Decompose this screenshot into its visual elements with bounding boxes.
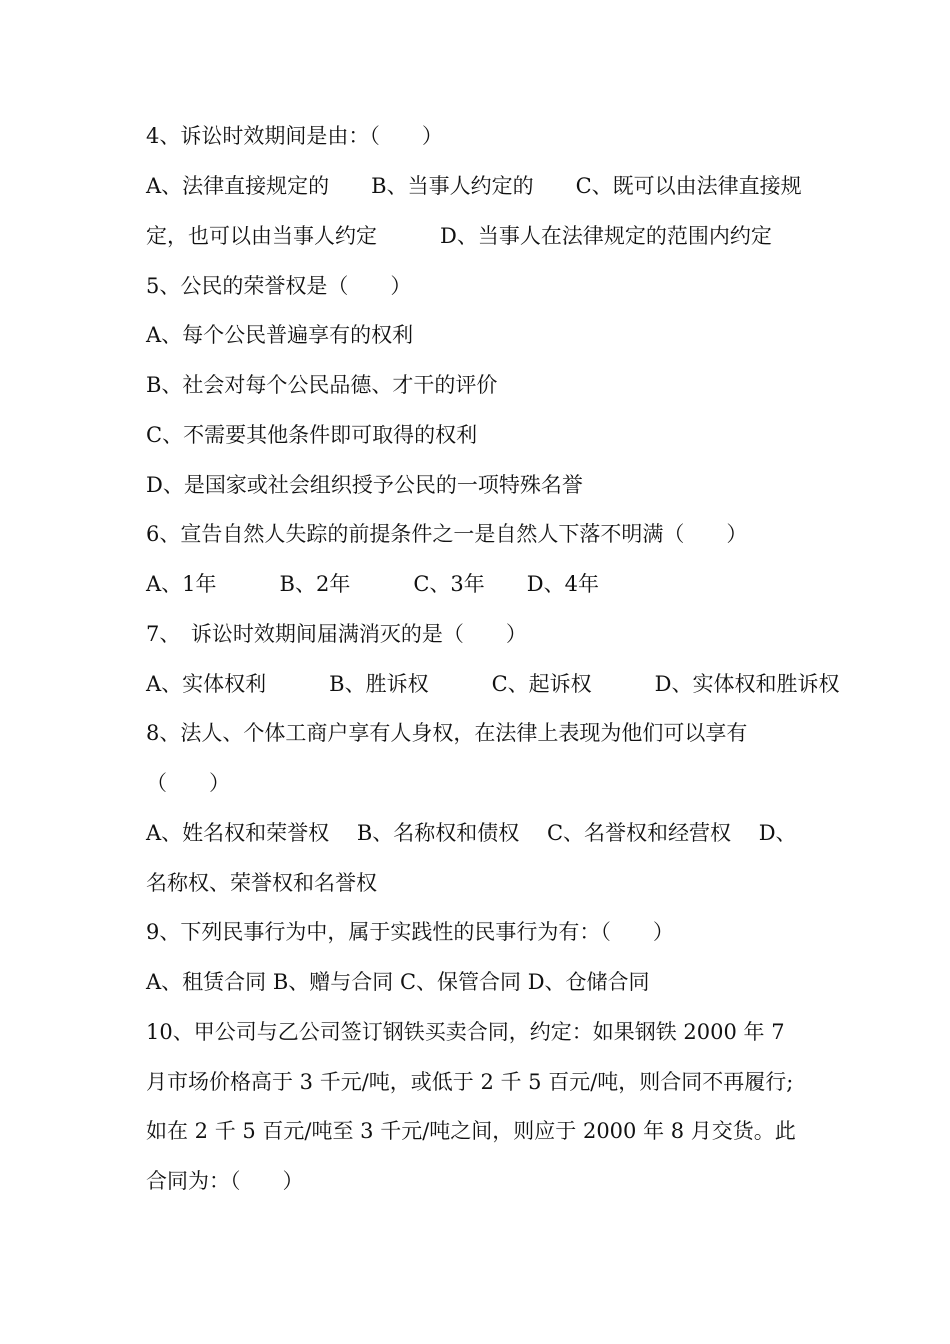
q8-stem-line2: （ ） (146, 771, 230, 795)
q9-stem: 9、下列民事行为中，属于实践性的民事行为有：（ ） (146, 920, 674, 944)
q4-options-line1: A、法律直接规定的 B、当事人约定的 C、既可以由法律直接规 (146, 174, 802, 198)
q8-options-line2: 名称权、荣誉权和名誉权 (146, 871, 377, 895)
q4-options-line2: 定，也可以由当事人约定 D、当事人在法律规定的范围内约定 (146, 224, 772, 248)
q5-option-a: A、每个公民普遍享有的权利 (146, 323, 414, 347)
q7-stem: 7、 诉讼时效期间届满消灭的是（ ） (146, 622, 527, 646)
q10-stem-line3: 如在 2 千 5 百元/吨至 3 千元/吨之间，则应于 2000 年 8 月交货。此 (146, 1119, 796, 1143)
q10-stem-line1: 10、甲公司与乙公司签订钢铁买卖合同，约定：如果钢铁 2000 年 7 (146, 1020, 785, 1044)
q7-options: A、实体权利 B、胜诉权 C、起诉权 D、实体权和胜诉权 (146, 672, 840, 696)
q10-stem-line4: 合同为：（ ） (146, 1169, 304, 1193)
q4-stem: 4、诉讼时效期间是由：（ ） (146, 124, 443, 148)
q9-options: A、租赁合同 B、赠与合同 C、保管合同 D、仓储合同 (146, 970, 650, 994)
q5-stem: 5、公民的荣誉权是（ ） (146, 274, 412, 298)
q5-option-d: D、是国家或社会组织授予公民的一项特殊名誉 (146, 473, 583, 497)
q10-stem-line2: 月市场价格高于 3 千元/吨，或低于 2 千 5 百元/吨，则合同不再履行; (146, 1070, 794, 1094)
q5-option-b: B、社会对每个公民品德、才干的评价 (146, 373, 498, 397)
q8-options-line1: A、姓名权和荣誉权 B、名称权和债权 C、名誉权和经营权 D、 (146, 821, 797, 845)
q6-options: A、1年 B、2年 C、3年 D、4年 (146, 572, 599, 596)
q8-stem-line1: 8、法人、个体工商户享有人身权，在法律上表现为他们可以享有 (146, 721, 748, 745)
q6-stem: 6、宣告自然人失踪的前提条件之一是自然人下落不明满（ ） (146, 522, 748, 546)
q5-option-c: C、不需要其他条件即可取得的权利 (146, 423, 478, 447)
